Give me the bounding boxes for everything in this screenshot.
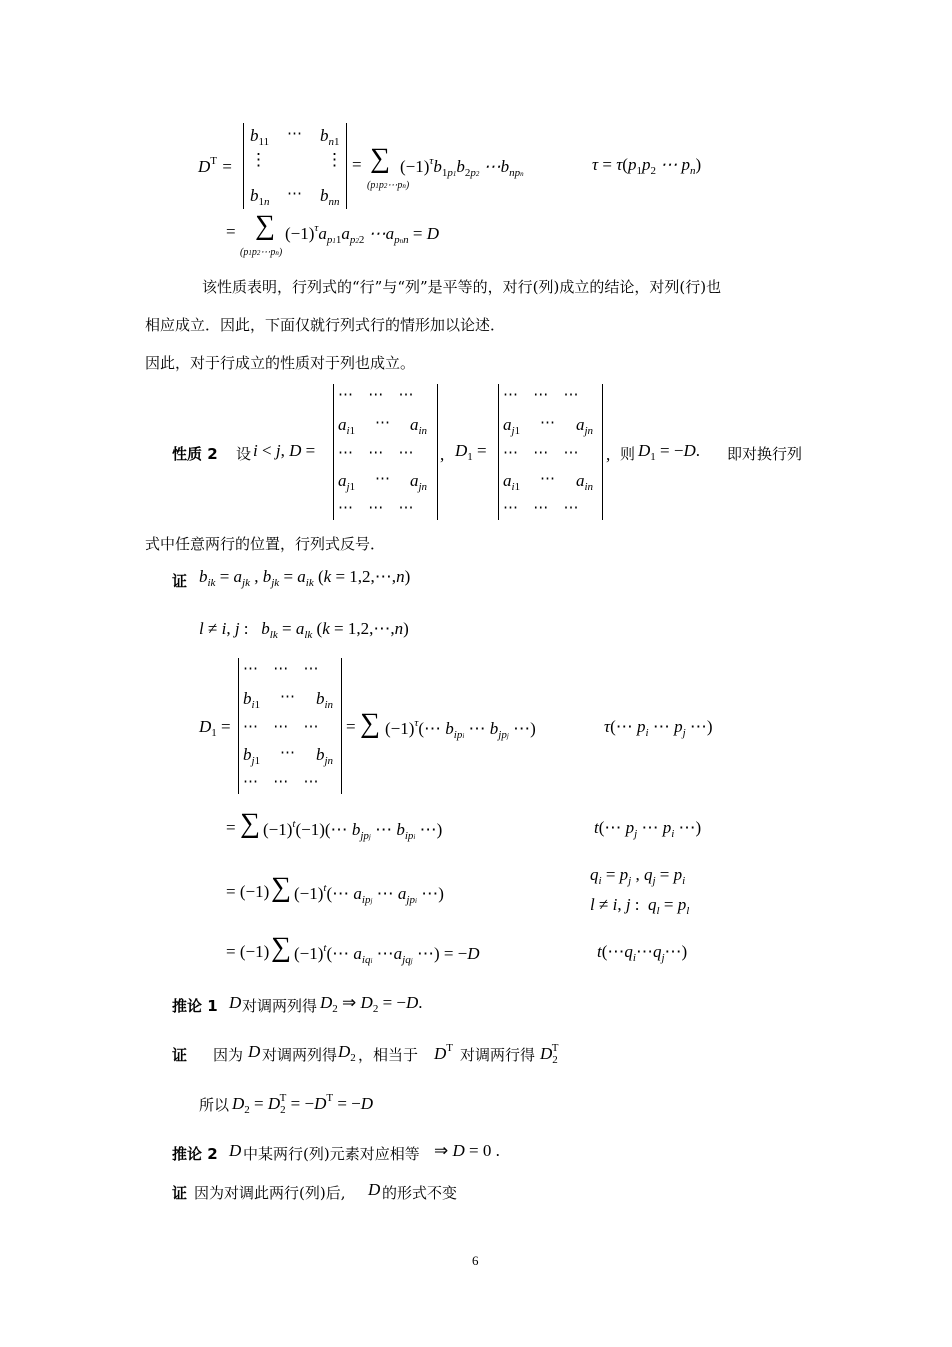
para-line-3: 因此，对于行成立的性质对于列也成立。: [145, 354, 416, 372]
para-line-2: 相应成立．因此，下面仅就行列式行的情形加以论述．: [145, 316, 506, 334]
corollary-2-label: 推论 2: [172, 1145, 218, 1163]
math-DT: $D^T$ =: [198, 155, 233, 176]
property-2-label: 性质 2: [172, 445, 218, 463]
det-bar-left: [243, 123, 244, 209]
sum-symbol: ∑: [370, 143, 390, 174]
corollary-1-label: 推论 1: [172, 997, 218, 1015]
document-page: $D^T$ = $b_{11}$ ⋯ $b_{n1}$ ⋮ ⋮ $b_{1n}$ ⋯ $b_{nn}$ = ∑ (p1p2⋯pn) $(-1)^\tau b_{1p1}b_{2p2}$ $\cdots b_{npn}$ $\tau = \tau(p_1p_2$ ⋯ $p_n$) = ∑ (p1p2⋯pn) $(-1)^\tau a_{p11}a_{p22}$ $\cdots a_{pnn} = D$ 该性质表明，行列式的“行”与“列”是平等的，对行(列)成立的结论，对列(行)也 相应成立．因此，下面仅就行列式行的情形加以论述． 因此，对于行成立的性质对于列也成立。 性质 2 设 i < j, D = ⋯ ⋯ ⋯ $a_{i1}$ ⋯ $a_{in}$ ⋯ ⋯ ⋯ $a_{j1}$ ⋯ $a_{jn}$ ⋯ ⋯ ⋯ , $D_1$ = ⋯ ⋯ ⋯ $a_{j1}$ ⋯ $a_{jn}$ ⋯ ⋯ ⋯ $a_{i1}$ ⋯ $a_{in}$ ⋯ ⋯ ⋯ , 则 $D_1 = -D$. 即对换行列 式中任意两行的位置，行列式反号． 证 $b_{ik} = a_{jk}$ , $b_{jk} = a_{ik}$ (k = 1,2,⋯,n) l ≠ i, j : $b_{lk} = a_{lk}$ (k = 1,2,⋯,n) $D_1$ = ⋯ ⋯ ⋯ $b_{i1}$ ⋯ $b_{in}$ ⋯ ⋯ ⋯ $b_{j1}$ ⋯ $b_{jn}$ ⋯ ⋯ ⋯ = ∑ $(-1)^\tau(\cdots$ $b_{ipi}$ ⋯ $b_{jpj}$ ⋯) τ(⋯ $p_i$ ⋯ $p_j$ ⋯) = ∑ $(-1)^t(-1)(\cdots$ $b_{jpj}$ ⋯ $b_{ipi}$ ⋯) t(⋯ $p_j$ ⋯ $p_i$ ⋯) = (−1) ∑ $(-1)^t(\cdots$ $a_{ipj}$ ⋯ $a_{jpi}$ ⋯) $q_i = p_j$ , $q_j = p_i$ l ≠ i, j : $q_l = p_l$ = (−1) ∑ $(-1)^t(\cdots$ $a_{iqi}$ $\cdots a_{jqj}$ ⋯) = −D $t(\cdots q_i\cdots q_j\cdots)$ 推论 1 D 对调两列得 $D_2$ ⇒ $D_2 = -D$. 证 因为 D 对调两列得 $D_2$ ，相当于 $D^T$ 对调两行得 $D_2^T$ 所以 $D_2 = D_2^T = -D^T = -D$ 推论 2 D 中某两行(列)元素对应相等 ⇒ D = 0 . 证 因为对调此两行(列)后, D 的形式不变 6: [0, 0, 952, 1347]
para-line-1: 该性质表明，行列式的“行”与“列”是平等的，对行(列)成立的结论，对列(行)也: [202, 278, 722, 296]
det-bar-right: [346, 123, 347, 209]
page-number: 6: [472, 1253, 479, 1268]
proof-label: 证: [172, 572, 188, 590]
